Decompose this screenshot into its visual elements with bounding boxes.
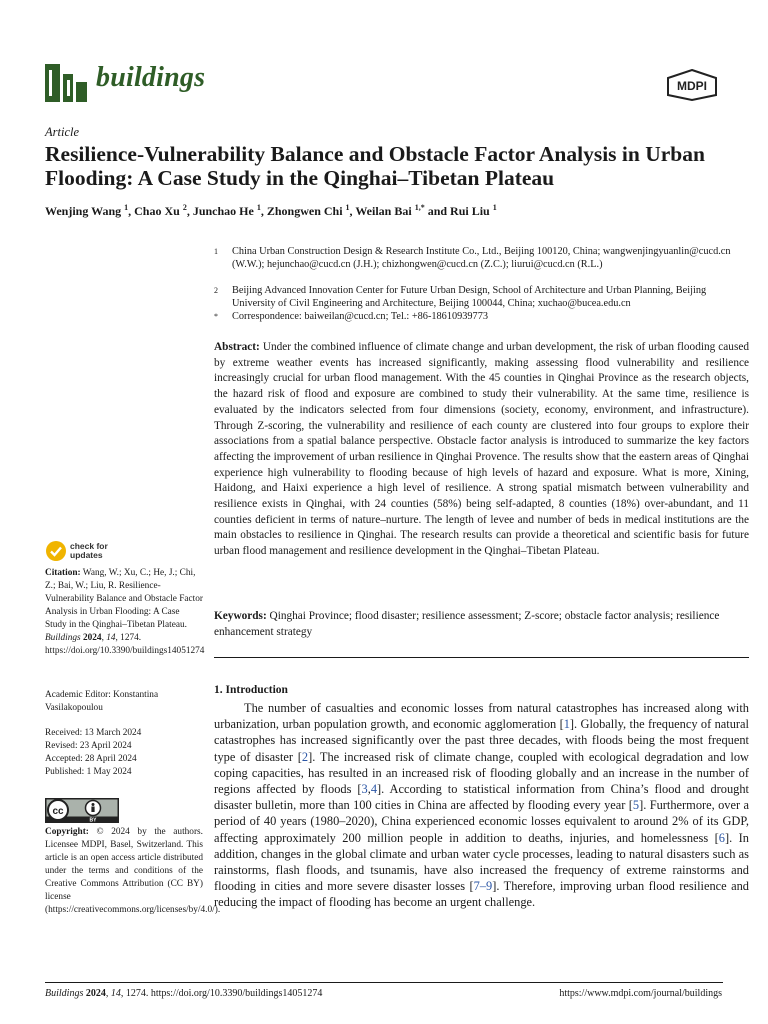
citation: Citation: Wang, W.; Xu, C.; He, J.; Chi, Z.; Bai, W.; Liu, R. Resilience-Vulnerability Balance and Obstacle Factor Analysis in Urban Flooding: A Case Study in the Qinghai–Tibetan Plateau. Buildings 2024, 14, 1274. https://doi.org/10.3390/buildings14051274 [45, 568, 205, 656]
footer-divider [45, 982, 723, 983]
check-line-2: updates [70, 550, 103, 560]
section-heading: 1. Introduction [214, 684, 288, 696]
reference-link[interactable]: 6 [718, 830, 725, 845]
affiliation-text: Beijing Advanced Innovation Center for Future Urban Design, School of Architecture and Urban Planning, Beijing University of Civil Engineering and Architecture, Beijing 100044, China; xuchao@bucea.edu.cn [232, 285, 707, 309]
check-for-updates-label[interactable] [70, 542, 108, 560]
affiliation-mark: * [214, 312, 218, 321]
keywords-label: Keywords: [214, 610, 267, 622]
abstract-text: Under the combined influence of climate change and urban development, the risk of urban flooding caused by extreme weather events has increased significantly, making assessing flood vulnerability and resilience increasingly crucial for urban flood management. With the 45 counties in Qinghai Province as the research objects, the hazard risk of flood and exposure are combined to study their vulnerability. At the same time, resilience is evaluated by the indicators selected from four dimensions (society, economy, environment, and infrastructure). Through Z-scoring, the vulnerability and resilience of each county are clustered into four groups to explore their associations from a spatial balance perspective. Obstacle factor analysis is introduced to summarize the key factors affecting the improvement of urban resilience in Qinghai Provence. The results show that the eastern areas of Qinghai experience high vulnerability to flooding because of high levels of hazard and exposure. What is more, Xining, Haidong, and Haixi experience a high level of resilience. A strong spatial mismatch between vulnerability and resilience exists in Qinghai, with 24 counties (58%) being self-adapted, 8 counties (18%) over-abundant, and 11 counties deficient in terms of nature–nurture. The length of levee and number of beds in medical institutions are the main obstacles to resilience in Qinghai. The research results can provide a theoretical and scientific basis for future urban flood management and resilience development in the Qinghai–Tibetan Plateau. [214, 341, 750, 558]
mdpi-logo-text: MDPI [677, 79, 707, 93]
reference-link[interactable]: 1 [563, 717, 570, 732]
buildings-logo-icon [45, 62, 89, 102]
journal-name: buildings [96, 62, 206, 93]
footer-doi[interactable]: , 1274. https://doi.org/10.3390/buildings14051274 [120, 988, 323, 999]
reference-link[interactable]: 3 [361, 782, 368, 797]
author-name[interactable]: Zhongwen Chi [266, 204, 346, 218]
affiliation-1 [214, 245, 734, 271]
citation-label: Citation: [45, 568, 81, 578]
check-for-updates-icon[interactable] [45, 540, 67, 562]
author-affiliation-mark: 1 [124, 203, 129, 212]
author-affiliation-mark: 1,* [414, 203, 425, 212]
footer-citation: Buildings 2024, 14, 1274. https://doi.org/10.3390/buildings14051274 [45, 988, 323, 999]
received-date: Received: 13 March 2024 [45, 728, 142, 738]
author-affiliation-mark: 1 [492, 203, 497, 212]
citation-doi[interactable]: , 1274. https://doi.org/10.3390/buildings14051274 [45, 633, 205, 656]
author-name[interactable]: Wenjing Wang [45, 204, 125, 218]
copyright-text: © 2024 by the authors. Licensee MDPI, Basel, Switzerland. This article is an open access article distributed under the terms and conditions of the Creative Commons Attribution (CC BY) license (https://creativecommons.org/licenses/by/4.0/). [45, 827, 221, 915]
author-affiliation-mark: 1 [345, 203, 350, 212]
reference-link[interactable]: 5 [632, 798, 640, 813]
correspondence [214, 310, 734, 323]
keywords-text: Qinghai Province; flood disaster; resilience assessment; Z-score; obstacle factor analysis; resilience enhancement strategy [214, 610, 720, 638]
intro-paragraph: The number of casualties and economic losses from natural catastrophes has increased along with urbanization, urban population growth, and economic agglomeration [1]. Globally, the frequency of natural catastrophes has increased significantly over the past three decades, with floods being the most frequent type of disaster [2]. The increased risk of climate change, coupled with ecological degradation and low coping capacities, has resulted in an increased risk of flooding globally and an increase in the number of regions affected by floods [3,4]. According to statistical information from China’s flood and drought disaster bulletin, more than 100 cities in China are affected by flooding every year [5]. Furthermore, over a period of 40 years (1980–2020), China experienced economic losses equivalent to around 2% of its GDP, affecting approximately 200 million people in addition to deaths, injuries, and homelessness [6]. In addition, changes in the global climate and urban water cycle processes, leading to natural disasters such as rainstorms, flash floods, and tsunamis, have also increased the frequency of extreme rainstorms and flooding in cities and more severe disaster losses [7–9]. Therefore, improving urban flood resilience and reducing the impact of flooding has become an urgent challenge. [214, 701, 750, 910]
reference-link[interactable]: 2 [301, 749, 309, 764]
svg-text:BY: BY [89, 817, 97, 823]
article-type: Article [45, 125, 80, 139]
citation-volume: 14 [106, 633, 116, 643]
copyright [45, 826, 221, 917]
published-date: Published: 1 May 2024 [45, 767, 132, 777]
affiliation-text: China Urban Construction Design & Research Institute Co., Ltd., Beijing 100120, China; wangwenjingyuanlin@cucd.cn (W.W.); hejunchao@cucd.cn (J.H.); chizhongwen@cucd.cn (Z.C.); liurui@cucd.cn (R.L.) [232, 246, 731, 270]
author-affiliation-mark: 2 [182, 203, 187, 212]
cc-by-license-icon[interactable] [45, 798, 119, 823]
author-name[interactable]: Rui Liu [450, 204, 493, 218]
citation-text: Wang, W.; Xu, C.; He, J.; Chi, Z.; Bai, W.; Liu, R. Resilience-Vulnerability Balance and Obstacle Factor Analysis in Urban Flooding: A Case Study in the Qinghai–Tibetan Plateau. [45, 568, 203, 630]
keywords [214, 609, 749, 640]
mdpi-logo-icon [666, 69, 718, 101]
footer-journal-url[interactable]: https://www.mdpi.com/journal/buildings [559, 988, 722, 999]
editor-label: Academic Editor: [45, 690, 111, 700]
affiliation-mark: 2 [214, 286, 218, 295]
author-name[interactable]: Chao Xu [134, 204, 183, 218]
author-affiliation-mark: 1 [256, 203, 261, 212]
editor-name: Konstantina Vasilakopoulou [45, 690, 159, 713]
revised-date: Revised: 23 April 2024 [45, 741, 132, 751]
abstract-label: Abstract: [214, 341, 260, 353]
abstract [214, 340, 749, 560]
author-name[interactable]: Junchao He [192, 204, 257, 218]
affiliation-2 [214, 284, 734, 310]
citation-year: 2024 [82, 633, 102, 643]
correspondence-text: Correspondence: baiweilan@cucd.cn; Tel.: +86-18610939773 [232, 311, 489, 322]
author-name[interactable]: Weilan Bai [355, 204, 415, 218]
footer-year: 2024 [85, 988, 106, 999]
svg-text:cc: cc [52, 806, 64, 817]
footer-journal: Buildings [45, 988, 84, 999]
publication-dates [45, 727, 203, 779]
copyright-label: Copyright: [45, 827, 89, 837]
accepted-date: Accepted: 28 April 2024 [45, 754, 137, 764]
affiliation-mark: 1 [214, 247, 218, 256]
citation-journal: Buildings [45, 633, 81, 643]
reference-link[interactable]: 4 [370, 782, 378, 797]
check-line-1: check for [70, 541, 108, 551]
reference-link[interactable]: 7–9 [473, 879, 493, 894]
academic-editor [45, 689, 203, 715]
author-list: Wenjing Wang $^1$, Chao Xu $^2$, Junchao He $^1$, Zhongwen Chi $^1$, Weilan Bai $^{1,*}$ and Rui Liu $^1$ [45, 203, 497, 218]
footer-volume: 14 [110, 988, 121, 999]
page-title: Resilience-Vulnerability Balance and Obstacle Factor Analysis in Urban Flooding: A Case Study in the Qinghai–Tibetan Plateau [45, 142, 705, 190]
section-divider [214, 657, 749, 658]
